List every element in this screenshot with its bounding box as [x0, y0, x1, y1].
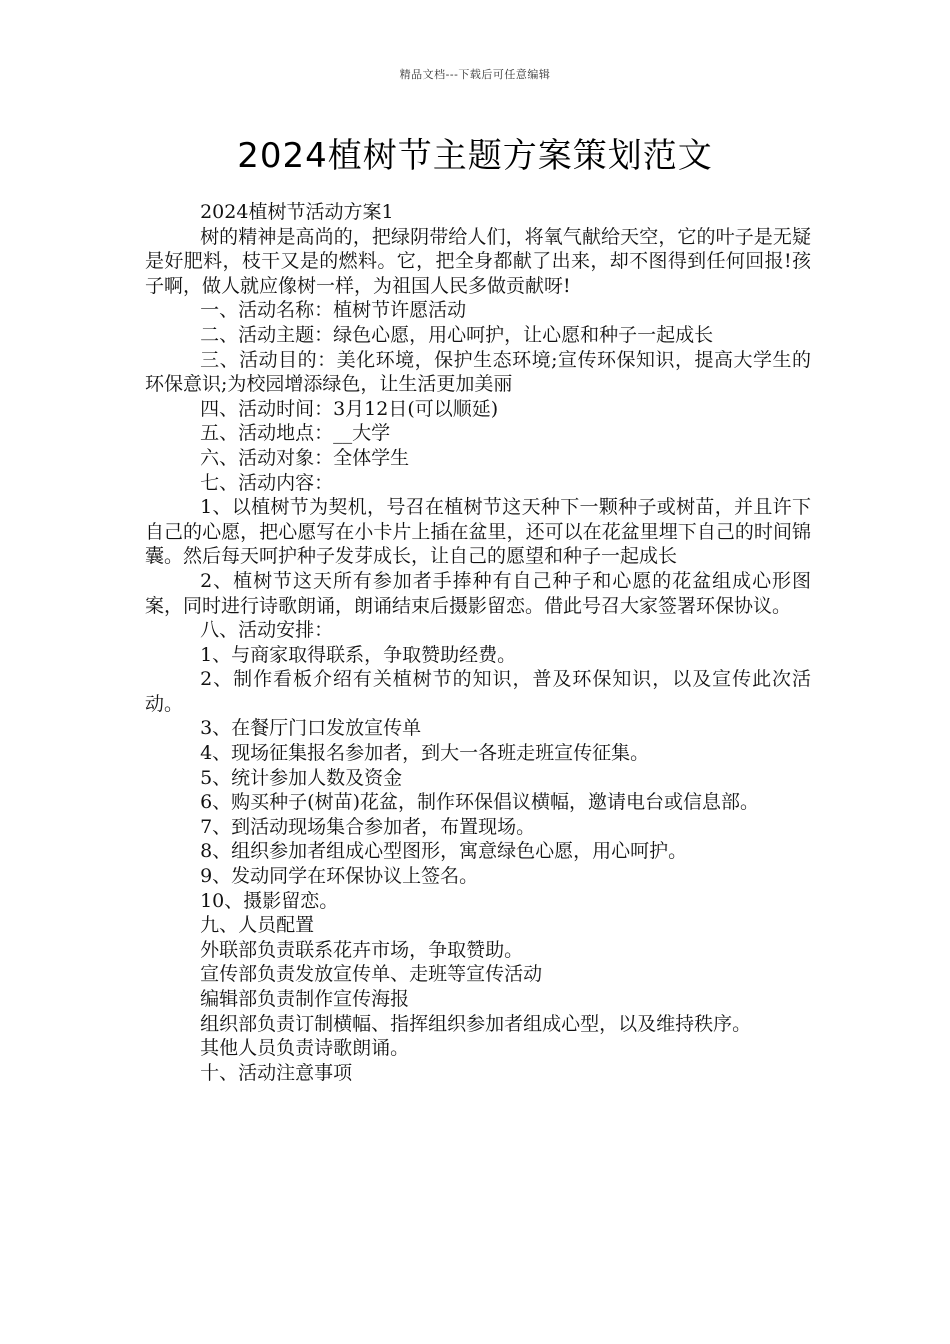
activity-theme: 二、活动主题：绿色心愿，用心呵护，让心愿和种子一起成长	[200, 323, 714, 346]
staffing-item-editorial: 编辑部负责制作宣传海报	[200, 988, 410, 1010]
arrangement-item-3: 3、在餐厅门口发放宣传单	[200, 717, 422, 740]
arrangement-item-10: 10、摄影留恋。	[200, 889, 339, 912]
arrangement-item-9: 9、发动同学在环保协议上签名。	[200, 865, 479, 888]
content-item-2: 2、植树节这天所有参加者手捧种有自己种子和心愿的花盆组成心形图案，同时进行诗歌朗诵，朗诵结束后摄影留恋。借此号召大家签署环保协议。	[145, 569, 811, 617]
notes-heading: 十、活动注意事项	[200, 1061, 353, 1084]
arrangement-item-7: 7、到活动现场集合参加者，布置现场。	[200, 815, 536, 838]
arrangement-heading: 八、活动安排：	[200, 619, 334, 642]
activity-audience: 六、活动对象：全体学生	[200, 446, 410, 469]
activity-time: 四、活动时间：3月12日(可以顺延)	[200, 397, 499, 420]
staffing-item-outreach: 外联部负责联系花卉市场，争取赞助。	[200, 938, 524, 961]
arrangement-item-5: 5、统计参加人数及资金	[200, 766, 403, 789]
staffing-item-others: 其他人员负责诗歌朗诵。	[200, 1037, 410, 1060]
activity-name: 一、活动名称：植树节许愿活动	[200, 299, 467, 322]
content-item-1: 1、以植树节为契机，号召在植树节这天种下一颗种子或树苗，并且许下自己的心愿，把心愿写在小卡片上插在盆里，还可以在花盆里埋下自己的时间锦囊。然后每天呵护种子发芽成长，让自己的愿望和种子一起成长	[145, 496, 811, 568]
activity-purpose: 三、活动目的：美化环境，保护生态环境;宣传环保知识，提高大学生的环保意识;为校园增添绿色，让生活更加美丽	[145, 348, 811, 396]
staffing-heading: 九、人员配置	[200, 914, 315, 937]
intro-paragraph: 树的精神是高尚的，把绿阴带给人们，将氧气献给天空，它的叶子是无疑是好肥料，枝干又是的燃料。它，把全身都献了出来，却不图得到任何回报!孩子啊，做人就应像树一样，为祖国人民多做贡献呀!	[145, 225, 811, 297]
page-header-note: 精品文档---下载后可任意编辑	[399, 68, 551, 81]
section-heading-plan: 2024植树节活动方案1	[200, 201, 394, 223]
arrangement-item-4: 4、现场征集报名参加者，到大一各班走班宣传征集。	[200, 742, 650, 765]
arrangement-item-1: 1、与商家取得联系，争取赞助经费。	[200, 643, 517, 666]
activity-content-heading: 七、活动内容：	[200, 471, 334, 494]
document-title: 2024植树节主题方案策划范文	[237, 136, 713, 176]
arrangement-item-6: 6、购买种子(树苗)花盆，制作环保倡议横幅，邀请电台或信息部。	[200, 791, 760, 814]
activity-location: 五、活动地点：__大学	[200, 422, 391, 445]
arrangement-item-8: 8、组织参加者组成心型图形，寓意绿色心愿，用心呵护。	[200, 840, 688, 863]
staffing-item-organization: 组织部负责订制横幅、指挥组织参加者组成心型，以及维持秩序。	[200, 1012, 752, 1035]
staffing-item-publicity: 宣传部负责发放宣传单、走班等宣传活动	[200, 963, 543, 986]
document-body	[145, 200, 811, 1085]
arrangement-item-2: 2、制作看板介绍有关植树节的知识，普及环保知识，以及宣传此次活动。	[145, 668, 811, 715]
